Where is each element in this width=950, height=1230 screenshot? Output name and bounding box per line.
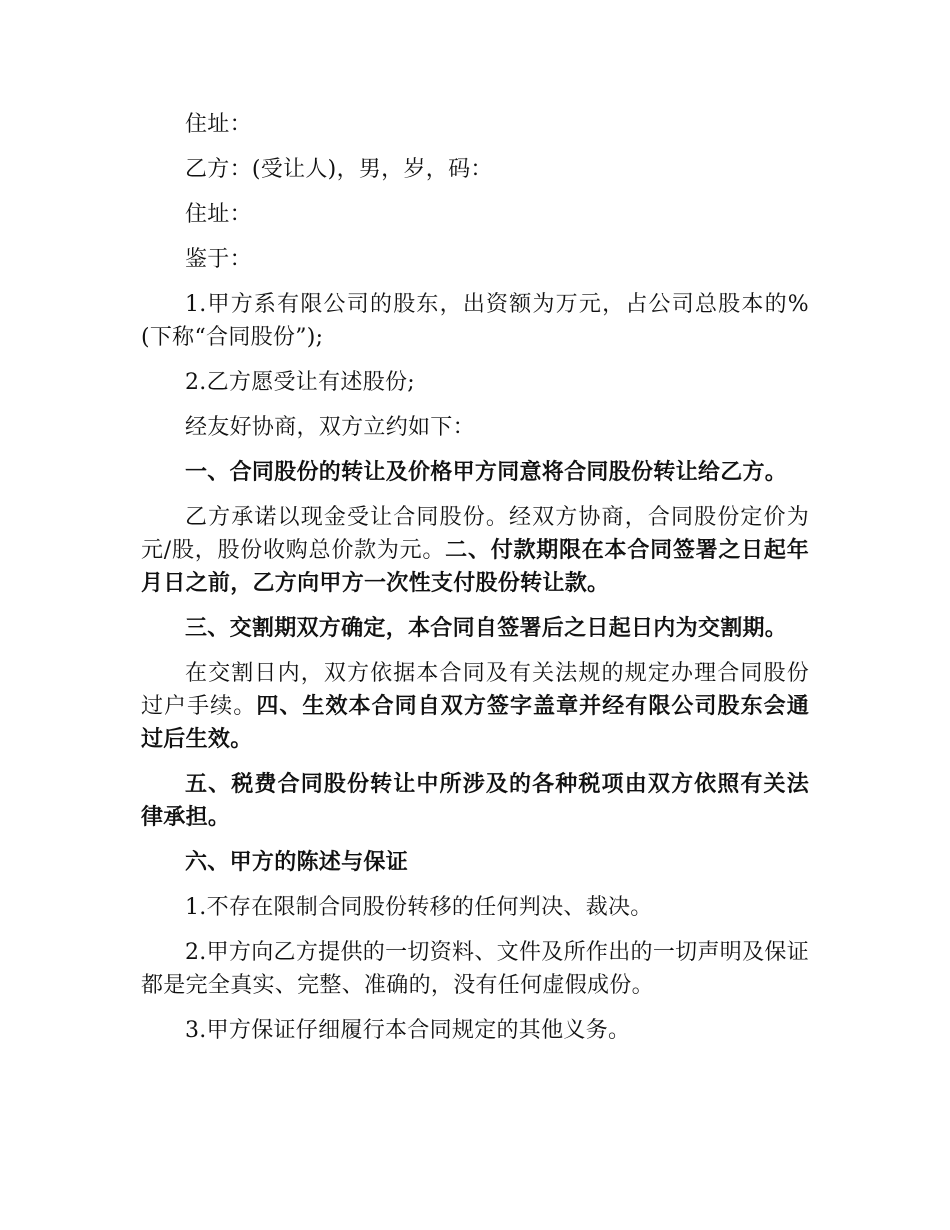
- recital-1: [141, 288, 809, 354]
- clause-heading-text: 五、税费合同股份转让中所涉及的各种税项由双方依照有关法律承担。: [141, 771, 809, 830]
- warranty-1: [141, 891, 809, 924]
- warranty-2: [141, 936, 809, 1002]
- paragraph-text: 2.乙方愿受让有述股份;: [185, 370, 416, 395]
- paragraph-text: 住址：: [185, 202, 252, 227]
- clause-5-heading: [141, 768, 809, 834]
- paragraph-text: 在交割日内，双方依据本合同及有关法规的规定办理合同股份过户手续。: [141, 661, 809, 719]
- paragraph-text: 住址：: [185, 112, 252, 137]
- paragraph-text: 1.不存在限制合同股份转移的任何判决、裁决。: [185, 895, 653, 920]
- paragraph-text: 乙方承诺以现金受让合同股份。经双方协商，合同股份定价为元/股，股份收购总价款为元。: [141, 505, 809, 563]
- address-line-party-a: [141, 108, 809, 141]
- paragraph-text: 3.甲方保证仔细履行本合同规定的其他义务。: [185, 1018, 631, 1043]
- clause-1-heading: [141, 456, 809, 489]
- agreement-intro: [141, 411, 809, 444]
- clause-3-heading: [141, 612, 809, 645]
- paragraph-text: 2.甲方向乙方提供的一切资料、文件及所作出的一切声明及保证都是完全真实、完整、准确的，没有任何虚假成份。: [141, 940, 809, 998]
- paragraph-text: 经友好协商，双方立约如下：: [185, 415, 475, 440]
- clause-6-heading: [141, 846, 809, 879]
- clause-heading-text: 一、合同股份的转让及价格甲方同意将合同股份转让给乙方。: [185, 459, 788, 485]
- clause-1-body-and-clause-2: [141, 501, 809, 600]
- document-page: [141, 108, 809, 1059]
- warranty-3: [141, 1014, 809, 1047]
- address-line-party-b: [141, 198, 809, 231]
- paragraph-text: 1.甲方系有限公司的股东，出资额为万元，占公司总股本的%(下称“合同股份”);: [141, 292, 809, 350]
- clause-heading-text: 四、生效本合同自双方签字盖章并经有限公司股东会通过后生效。: [141, 693, 809, 752]
- clause-heading-text: 六、甲方的陈述与保证: [185, 849, 409, 875]
- paragraph-text: 鉴于：: [185, 247, 252, 272]
- party-b-line: [141, 153, 809, 186]
- clause-heading-text: 三、交割期双方确定，本合同自签署后之日起日内为交割期。: [185, 615, 788, 641]
- clause-3-body-and-clause-4: [141, 657, 809, 756]
- clause-heading-text: 二、付款期限在本合同签署之日起年月日之前，乙方向甲方一次性支付股份转让款。: [141, 537, 809, 596]
- whereas-heading: [141, 243, 809, 276]
- recital-2: [141, 366, 809, 399]
- paragraph-text: 乙方：(受让人)，男，岁，码：: [185, 157, 493, 182]
